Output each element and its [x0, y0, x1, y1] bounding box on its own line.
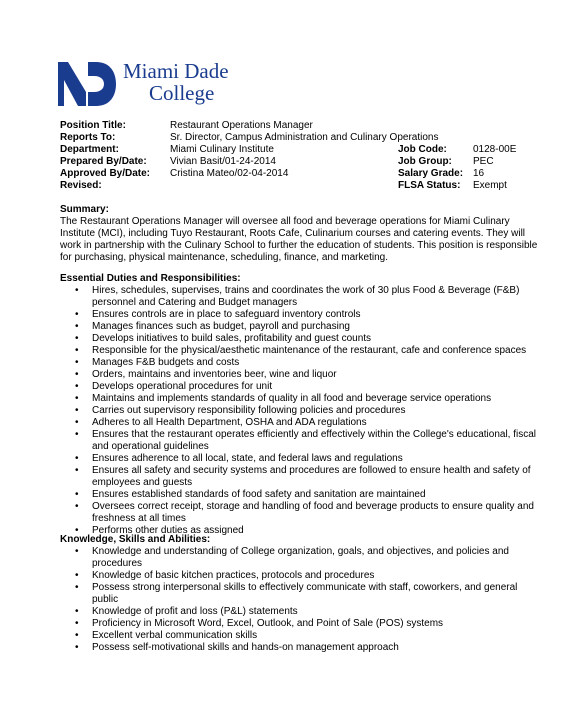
field-label: Prepared By/Date: [60, 156, 147, 167]
list-item: • Performs other duties as assigned [60, 525, 540, 537]
list-item: • Possess strong interpersonal skills to effectively communicate with staff, coworkers, and general public [60, 582, 540, 606]
college-logo-text [123, 60, 229, 104]
list-item: • Proficiency in Microsoft Word, Excel, Outlook, and Point of Sale (POS) systems [60, 618, 540, 630]
list-item: • Ensures all safety and security systems and procedures are followed to ensure health and safety of employees and guests [60, 465, 540, 489]
field-value: Vivian Basit/01-24-2014 [170, 156, 276, 167]
list-item: • Orders, maintains and inventories beer, wine and liquor [60, 369, 540, 381]
list-item: • Ensures controls are in place to safeguard inventory controls [60, 309, 540, 321]
list-item: • Excellent verbal communication skills [60, 630, 540, 642]
field-label: Job Code: [398, 144, 447, 155]
field-value: Miami Culinary Institute [170, 144, 274, 155]
field-label: Department: [60, 144, 119, 155]
skills-heading: Knowledge, Skills and Abilities: [60, 534, 211, 545]
list-item: • Knowledge and understanding of College organization, goals, and objectives, and policies and procedures [60, 546, 540, 570]
list-item: • Develops initiatives to build sales, profitability and guest counts [60, 333, 540, 345]
list-item: • Maintains and implements standards of quality in all food and beverage service operations [60, 393, 540, 405]
duties-heading: Essential Duties and Responsibilities: [60, 273, 241, 284]
field-value: Sr. Director, Campus Administration and Culinary Operations [170, 132, 439, 143]
logo-line-2: College [149, 81, 215, 105]
field-value: 16 [473, 168, 485, 179]
list-item: • Hires, schedules, supervises, trains and coordinates the work of 30 plus Food & Beverage (F&B) personnel and Catering and Budget managers [60, 285, 540, 309]
field-value: Exempt [473, 180, 507, 191]
field-label: Job Group: [398, 156, 452, 167]
list-item: • Ensures adherence to all local, state, and federal laws and regulations [60, 453, 540, 465]
summary-text: The Restaurant Operations Manager will oversee all food and beverage operations for Miami Culinary Institute (MCI), including Tuyo Restaurant, Roots Cafe, Culinarium courses and catering events. They will work in partnership with the Culinary School to further the education of students. This position is responsible for purchasing, physical maintenance, scheduling, finance, and marketing. [60, 216, 538, 263]
list-item: • Oversees correct receipt, storage and handling of food and beverage products to ensure quality and freshness at all times [60, 501, 540, 525]
field-value: Restaurant Operations Manager [170, 120, 313, 131]
summary-heading: Summary: [60, 204, 109, 215]
list-item: • Develops operational procedures for unit [60, 381, 540, 393]
skills-section [60, 534, 540, 654]
duties-list [60, 285, 540, 537]
field-label: Salary Grade: [398, 168, 464, 179]
duties-section [60, 273, 540, 537]
list-item: • Adheres to all Health Department, OSHA and ADA regulations [60, 417, 540, 429]
list-item: • Knowledge of profit and loss (P&L) statements [60, 606, 540, 618]
field-label: Approved By/Date: [60, 168, 151, 179]
list-item: • Carries out supervisory responsibility following policies and procedures [60, 405, 540, 417]
list-item: • Manages F&B budgets and costs [60, 357, 540, 369]
college-logo-mark [58, 62, 116, 106]
field-label: Revised: [60, 180, 102, 191]
list-item: • Ensures that the restaurant operates efficiently and effectively within the College's educational, fiscal and operational guidelines [60, 429, 540, 453]
field-label: Reports To: [60, 132, 116, 143]
summary-section [60, 204, 540, 264]
field-value: Cristina Mateo/02-04-2014 [170, 168, 289, 179]
list-item: • Responsible for the physical/aesthetic maintenance of the restaurant, cafe and conference spaces [60, 345, 540, 357]
college-logo [58, 60, 258, 110]
field-value: 0128-00E [473, 144, 517, 155]
logo-line-1: Miami Dade [123, 59, 229, 83]
skills-list [60, 546, 540, 654]
field-label: FLSA Status: [398, 180, 461, 191]
list-item: • Ensures established standards of food safety and sanitation are maintained [60, 489, 540, 501]
list-item: • Knowledge of basic kitchen practices, protocols and procedures [60, 570, 540, 582]
list-item: • Possess self-motivational skills and hands-on management approach [60, 642, 540, 654]
list-item: • Manages finances such as budget, payroll and purchasing [60, 321, 540, 333]
field-value: PEC [473, 156, 494, 167]
field-label: Position Title: [60, 120, 126, 131]
